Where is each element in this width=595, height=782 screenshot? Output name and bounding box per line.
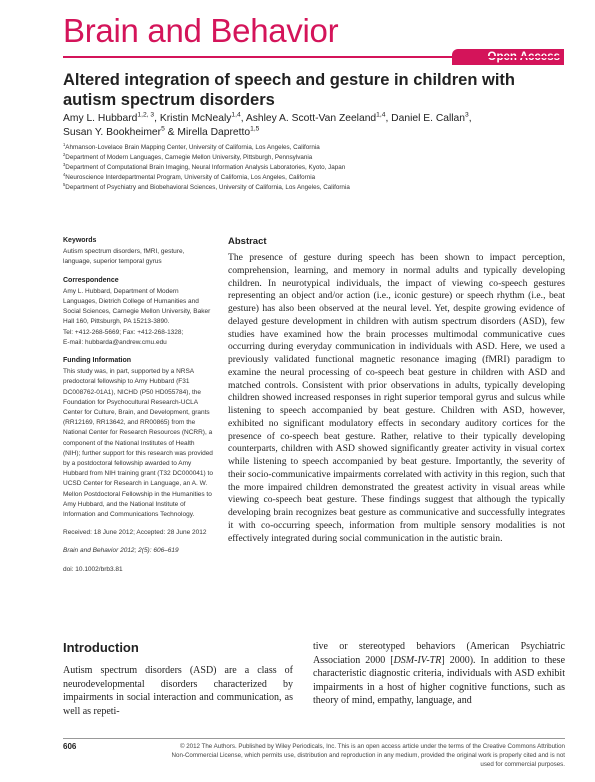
affiliation: $^3$Department of Computational Brain Imaging, Neural Information Analysis Laboratories, Kyoto, Japan xyxy=(63,161,346,171)
received-dates: Received: 18 June 2012; Accepted: 28 June 2012 xyxy=(63,529,207,537)
affiliation: $^2$Department of Modern Languages, Carnegie Mellon University, Pittsburgh, Pennsylvania xyxy=(63,151,313,161)
abstract-heading: Abstract xyxy=(228,236,267,247)
author-list xyxy=(63,112,563,140)
author-name: , Kristin McNealy xyxy=(154,113,232,124)
header-rule xyxy=(63,56,563,58)
funding-text: This study was, in part, supported by a NRSA predoctoral fellowship to Amy Hubbard (F31 DC008762-01A1), NICHD (P50 HD055784), the Foundation for Psychocultural Research-UCLA Center for Culture, Brain, and Development, grants (RR12169, RR13642, and RR00865) from the National Center for Research Resources (NCRR), a component of the National Institutes of Health (NIH); further support for this research was provided by a postdoctoral fellowship awarded to Amy Hubbard from NIH training grant (T32 DC000041) to UCSD Center for Research in Language, an A. W. Mellon Postdoctoral Fellowship in the Humanities to Amy Hubbard, and the National Institute of Information and Communications Technology. xyxy=(63,368,213,519)
correspondence-section xyxy=(63,276,213,348)
funding-section xyxy=(63,356,213,520)
author-separator: , xyxy=(468,113,472,124)
author-affil: 3 xyxy=(465,111,469,119)
author-affil: 5 xyxy=(161,125,165,133)
article-title: Altered integration of speech and gesture in children with autism spectrum disorders xyxy=(63,71,515,109)
author-name: , Ashley A. Scott-Van Zeeland xyxy=(240,113,377,124)
introduction-text-col2: tive or stereotyped behaviors (American Psychiatric Association 2000 [DSM-IV-TR] 2000). In addition to these characteristic diagnostic criteria, individuals with ASD exhibit impairments in a host of higher cognitive functions, such as theory of mind, empathy, language, and xyxy=(313,641,566,706)
affiliation: $^1$Ahmanson-Lovelace Brain Mapping Center, University of California, Los Angeles, California xyxy=(63,141,320,151)
keywords-section xyxy=(63,236,213,268)
affiliations xyxy=(63,143,563,193)
affiliation: $^5$Department of Psychiatry and Biobehavioral Sciences, University of California, Los Angeles, California xyxy=(63,181,350,191)
keywords-heading: Keywords xyxy=(63,237,97,244)
author-affil: 1,2, 3 xyxy=(137,111,155,119)
keywords: Autism spectrum disorders, fMRI, gesture, language, superior temporal gyrus xyxy=(63,248,185,266)
author-affil: 1,4 xyxy=(231,111,241,119)
journal-title: Brain and Behavior xyxy=(63,12,339,49)
correspondence-phone: Tel: +412-268-5669; Fax: +412-268-1328; xyxy=(63,328,184,336)
abstract-text: The presence of gesture during speech has been shown to impact perception, comprehension, learning, and memory in normal adults and typically developing children. In neurotypical individuals, the impact of viewing co-speech gestures representing an object and/or action (i.e., iconic gesture) or speech rhythm (i.e., beat gesture) has also been observed at the neural level. Yet, despite growing evidence of delayed gesture development in children with autism spectrum disorders (ASD), few studies have examined how the brain processes multimodal communicative cues occurring during everyday communication in individuals with ASD. Here, we used a previously validated functional magnetic resonance imaging (fMRI) paradigm to examine the neural processing of co-speech beat gesture in children with ASD and matched controls. Consistent with prior observations in adults, typically developing children showed increased responses in right superior temporal gyrus and sulcus while listening to speech accompanied by beat gesture. Children with ASD, however, exhibited no significant modulatory effects in secondary auditory cortices for the presence of co-speech beat gesture. Rather, relative to their typically developing counterparts, children with ASD showed significantly greater activity in visual cortex while listening to speech accompanied by beat gesture. Importantly, the severity of their socio-communicative impairments correlated with activity in this region, such that the more impaired children demonstrated the greatest activity in visual areas while viewing co-speech beat gesture. These findings suggest that although the typically developing brain recognizes beat gesture as communicative and successfully integrates it with co-occurring speech, information from multiple sensory modalities is not effectively integrated during social communication in the autistic brain. xyxy=(228,252,565,544)
correspondence-address: Amy L. Hubbard, Department of Modern Languages, Dietrich College of Humanities and Social Sciences, Carnegie Mellon University, Baker Hall 160, Pittsburgh, PA 15213-3890. xyxy=(63,287,211,326)
introduction-heading: Introduction xyxy=(63,640,139,655)
author-affil: 1,5 xyxy=(250,125,260,133)
funding-heading: Funding Information xyxy=(63,357,132,365)
citation: Brain and Behavior 2012; 2(5): 606–619 xyxy=(63,547,179,555)
affiliation: $^4$Neuroscience Interdepartmental Program, University of California, Los Angeles, California xyxy=(63,171,316,181)
article-info-sidebar xyxy=(63,236,213,575)
author-line-1 xyxy=(63,112,563,126)
author-name: Amy L. Hubbard xyxy=(63,113,138,124)
introduction-text-col1: Autism spectrum disorders (ASD) are a class of neurodevelopmental disorders characterized by impairments in social interaction and communication, as well as repeti- xyxy=(63,665,293,717)
footer-rule xyxy=(63,738,565,739)
correspondence-email[interactable]: E-mail: hubbarda@andrew.cmu.edu xyxy=(63,338,167,346)
doi[interactable]: doi: 10.1002/brb3.81 xyxy=(63,565,123,573)
copyright-footer: © 2012 The Authors. Published by Wiley Periodicals, Inc. This is an open access article under the terms of the Creative Commons Attribution Non-Commercial License, which permits use, distribution and reproduction in any medium, provided the original work is properly cited and is not used for commercial purposes. xyxy=(171,743,565,768)
author-name: & Mirella Dapretto xyxy=(164,127,251,138)
correspondence-heading: Correspondence xyxy=(63,276,119,284)
page-number: 606 xyxy=(63,742,77,751)
author-affil: 1,4 xyxy=(376,111,386,119)
author-line-2 xyxy=(63,126,563,140)
author-name: Susan Y. Bookheimer xyxy=(63,127,162,138)
author-name: , Daniel E. Callan xyxy=(385,113,466,124)
